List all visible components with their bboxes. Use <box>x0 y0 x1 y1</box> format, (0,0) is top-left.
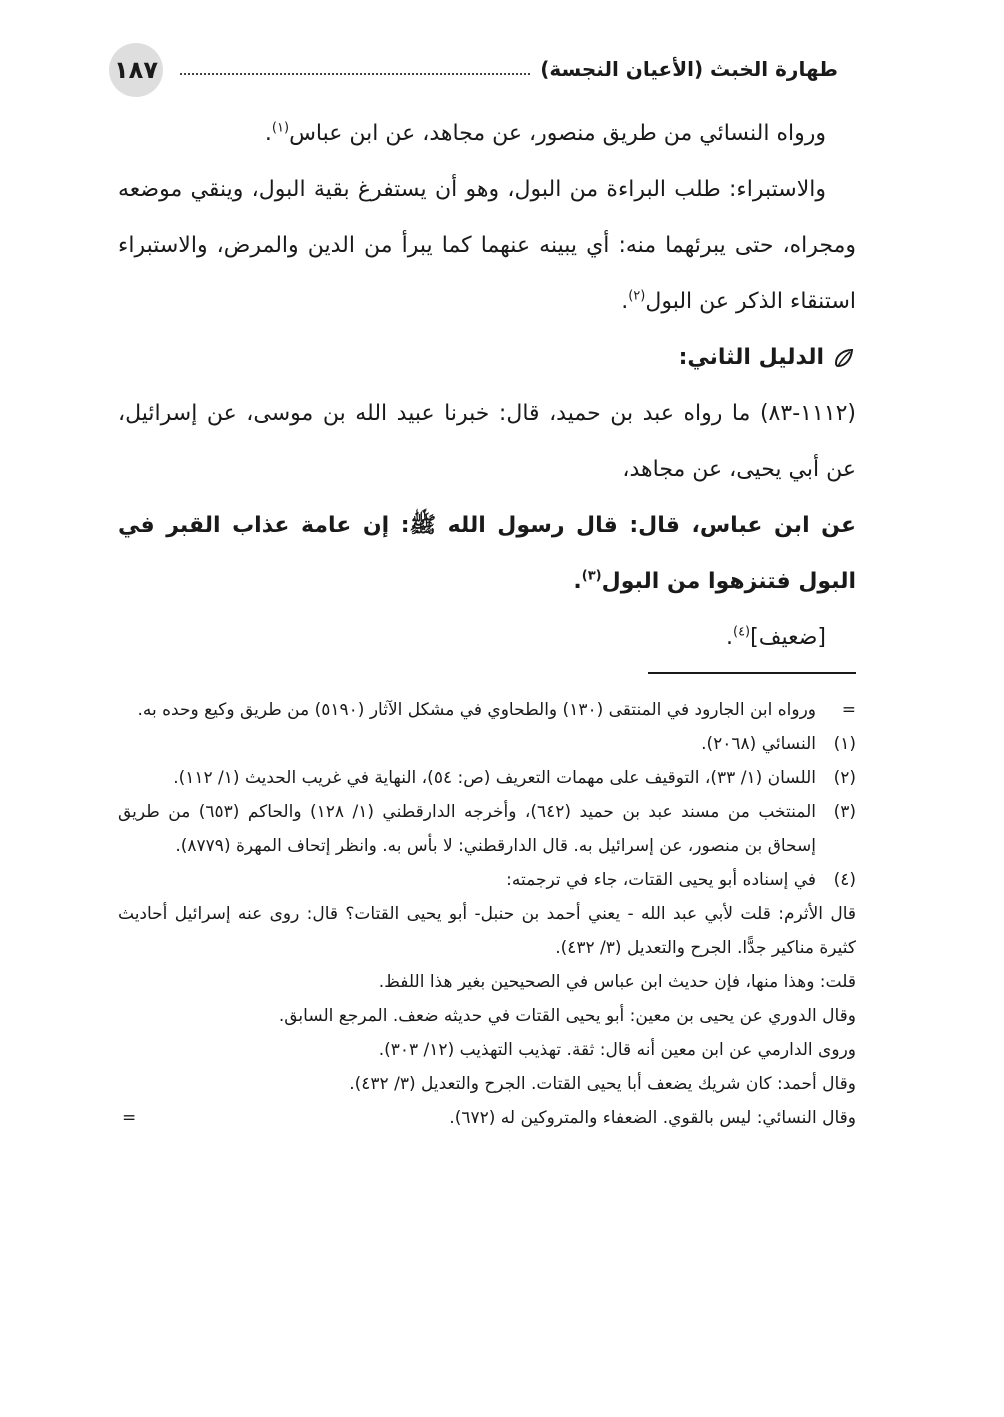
paragraph-end: . <box>573 569 582 594</box>
page-number: ١٨٧ <box>114 56 158 84</box>
footnote-separator <box>648 672 856 674</box>
main-text <box>118 106 856 666</box>
chapter-title: طهارة الخبث (الأعيان النجسة) <box>540 57 838 81</box>
section-heading-text: الدليل الثاني: <box>678 345 824 370</box>
footnote-4-last-line <box>118 1101 856 1135</box>
section-heading <box>118 330 856 386</box>
hadith-grade <box>118 610 856 666</box>
footnote-4-line: قلت: وهذا منها، فإن حديث ابن عباس في الصحيحين بغير هذا اللفظ. <box>378 972 856 992</box>
paragraph-text: والاستبراء: طلب البراءة من البول، وهو أن يستفرغ بقية البول، وينقي موضعه ومجراه، حتى يبرئهما منه: أي يبينه عنهما كما يبرأ من الدين والمرض، والاستبراء استنقاء الذكر عن البول <box>118 177 856 314</box>
footnote-ref-1: (١) <box>271 120 290 136</box>
footnote-marker: (٤) <box>833 870 856 890</box>
paragraph-end: . <box>264 121 272 146</box>
footnote-continuation <box>118 693 856 727</box>
footnote-4-line: وروى الدارمي عن ابن معين أنه قال: ثقة. تهذيب التهذيب (١٢/ ٣٠٣). <box>378 1040 856 1060</box>
footnote-marker: (١) <box>833 734 856 754</box>
footnote-4-line: قال الأثرم: قلت لأبي عبد الله - يعني أحمد بن حنبل- أبو يحيى القتات؟ قال: روى عنه إسرائيل أحاديث كثيرة مناكير جدًّا. الجرح والتعديل (٣/ ٤٣٢). <box>118 904 856 958</box>
footnote-marker: (٣) <box>833 802 856 822</box>
footnote-text: المنتخب من مسند عبد بن حميد (٦٤٢)، وأخرجه الدارقطني (١/ ١٢٨) والحاكم (٦٥٣) من طريق إسحاق بن منصور، عن إسرائيل به. قال الدارقطني: لا بأس به. وانظر إتحاف المهرة (٨٧٧٩). <box>118 802 816 856</box>
paragraph-end: . <box>725 625 733 650</box>
paragraph-hadith <box>118 498 856 610</box>
hadith-text: عن ابن عباس، قال: قال رسول الله ﷺ: إن عامة عذاب القبر في البول فتنزهوا من البول <box>118 513 856 594</box>
paragraph-text: ورواه النسائي من طريق منصور، عن مجاهد، عن ابن عباس <box>289 121 826 146</box>
leaf-ornament-icon <box>832 347 854 369</box>
footnote-4 <box>118 863 856 897</box>
grade-text: [ضعيف] <box>750 625 826 650</box>
footnote-1 <box>118 727 856 761</box>
header-dotted-leader <box>180 73 530 75</box>
footnote-2 <box>118 761 856 795</box>
footnote-text: النسائي (٢٠٦٨). <box>701 734 816 754</box>
paragraph-isnad <box>118 386 856 498</box>
paragraph-end: . <box>621 289 629 314</box>
footnote-marker: (٢) <box>833 768 856 788</box>
continuation-end-marker: = <box>122 1108 137 1128</box>
footnote-ref-4: (٤) <box>732 624 751 640</box>
paragraph-nasai-narration <box>118 106 856 162</box>
running-header <box>180 52 844 86</box>
footnotes <box>118 693 856 1135</box>
continuation-marker: = <box>841 700 856 720</box>
footnote-4-line: وقال أحمد: كان شريك يضعف أبا يحيى القتات. الجرح والتعديل (٣/ ٤٣٢). <box>349 1074 856 1094</box>
footnote-ref-3: (٣) <box>581 568 602 584</box>
footnote-ref-2: (٢) <box>628 288 646 304</box>
footnote-text: اللسان (١/ ٣٣)، التوقيف على مهمات التعريف (ص: ٥٤)، النهاية في غريب الحديث (١/ ١١٢). <box>173 768 816 788</box>
footnote-4-line: وقال الدوري عن يحيى بن معين: أبو يحيى القتات في حديثه ضعف. المرجع السابق. <box>278 1006 856 1026</box>
footnote-3 <box>118 795 856 863</box>
paragraph-istibra-definition <box>118 162 856 330</box>
footnote-4-line: وقال النسائي: ليس بالقوي. الضعفاء والمتروكين له (٦٧٢). <box>449 1108 856 1128</box>
isnad-text: (١١١٢-٨٣) ما رواه عبد بن حميد، قال: خبرنا عبيد الله بن موسى، عن إسرائيل، عن أبي يحيى، عن مجاهد، <box>118 401 856 482</box>
page-number-badge <box>109 43 163 97</box>
footnote-text: ورواه ابن الجارود في المنتقى (١٣٠) والطحاوي في مشكل الآثار (٥١٩٠) من طريق وكيع وحده به. <box>137 700 816 720</box>
footnote-text: في إسناده أبو يحيى القتات، جاء في ترجمته: <box>506 870 816 890</box>
